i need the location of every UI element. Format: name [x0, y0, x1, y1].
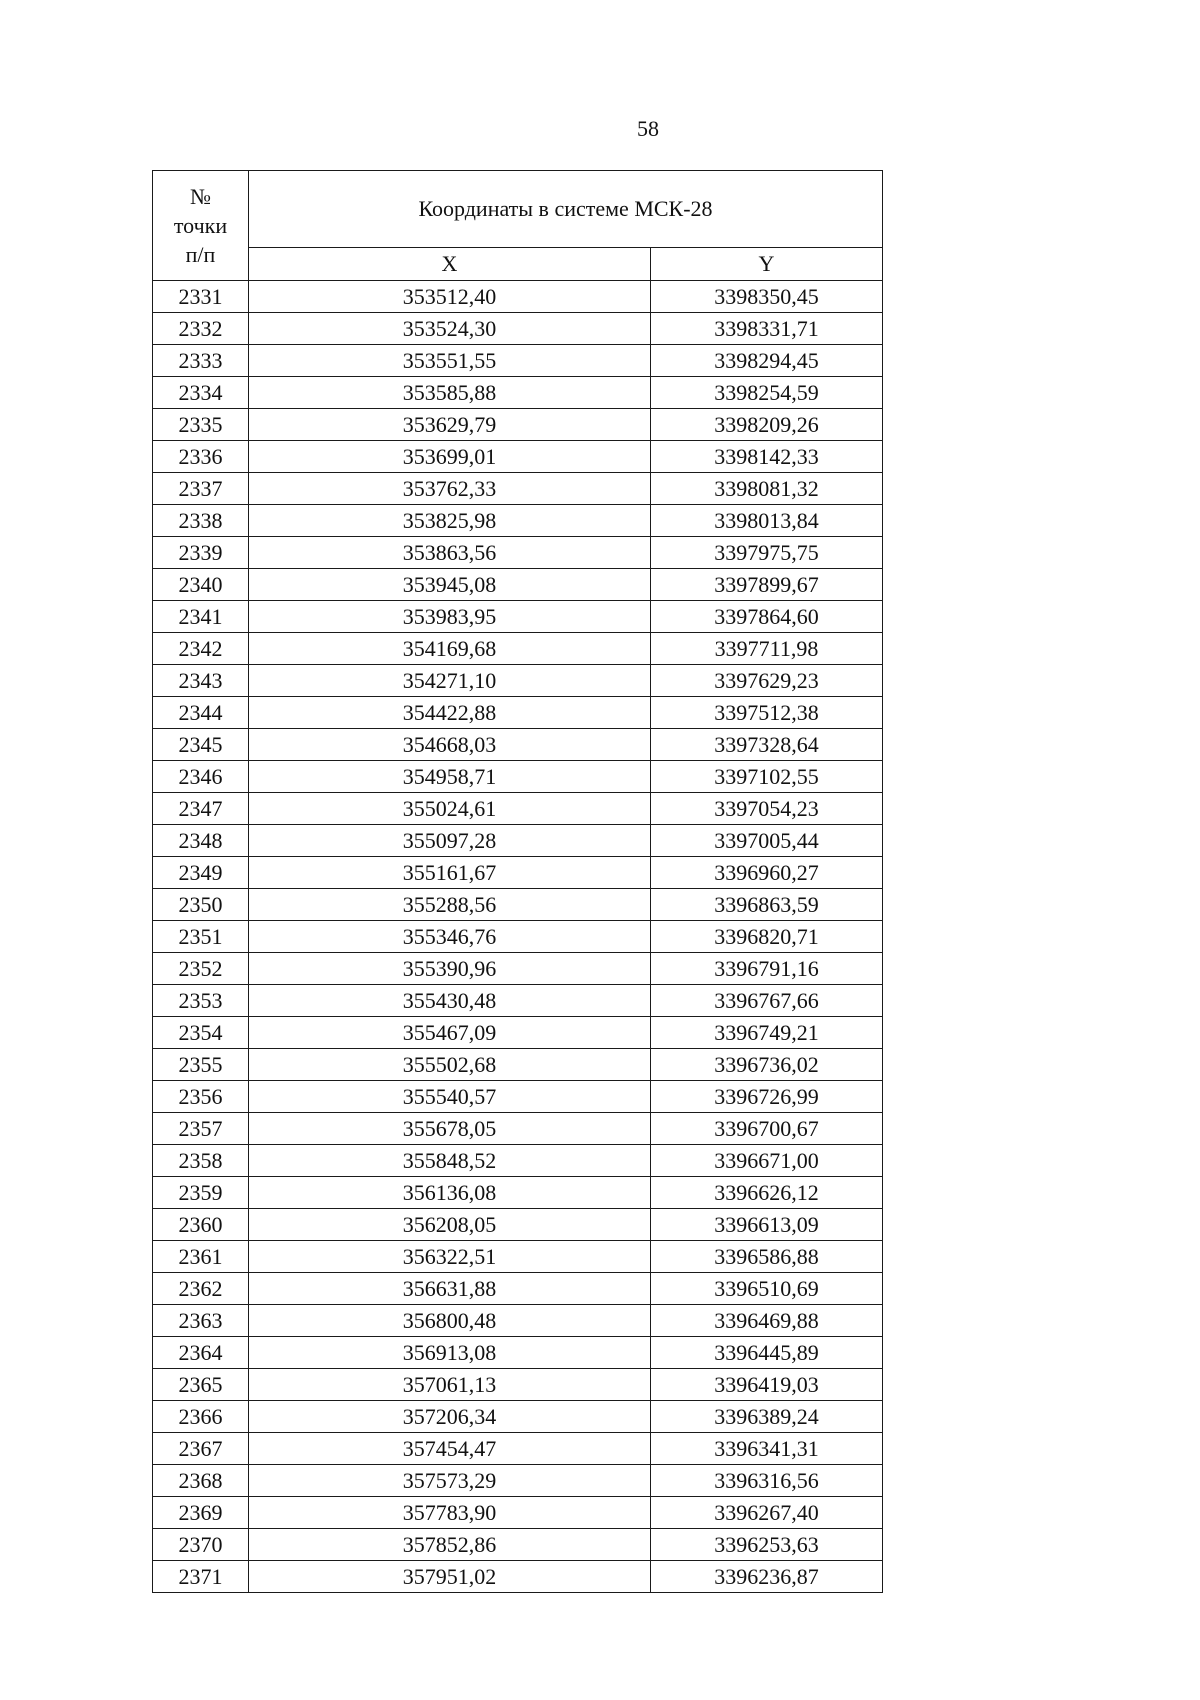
point-number-cell: 2369	[153, 1497, 249, 1529]
x-coordinate-cell: 355288,56	[249, 889, 651, 921]
point-number-cell: 2347	[153, 793, 249, 825]
x-coordinate-cell: 353945,08	[249, 569, 651, 601]
y-coordinate-cell: 3397975,75	[651, 537, 883, 569]
table-row	[153, 377, 883, 409]
x-coordinate-cell: 356913,08	[249, 1337, 651, 1369]
x-coordinate-cell: 354271,10	[249, 665, 651, 697]
y-coordinate-cell: 3397512,38	[651, 697, 883, 729]
y-coordinate-cell: 3397629,23	[651, 665, 883, 697]
coordinate-system-header: Координаты в системе МСК-28	[249, 171, 883, 248]
y-coordinate-cell: 3398254,59	[651, 377, 883, 409]
table-row	[153, 537, 883, 569]
y-coordinate-cell: 3396671,00	[651, 1145, 883, 1177]
point-number-cell: 2359	[153, 1177, 249, 1209]
x-coordinate-cell: 353983,95	[249, 601, 651, 633]
table-row	[153, 1433, 883, 1465]
x-coordinate-cell: 357206,34	[249, 1401, 651, 1433]
x-coordinate-cell: 357061,13	[249, 1369, 651, 1401]
x-coordinate-cell: 355097,28	[249, 825, 651, 857]
x-coordinate-cell: 355024,61	[249, 793, 651, 825]
table-row	[153, 1177, 883, 1209]
y-coordinate-cell: 3396613,09	[651, 1209, 883, 1241]
point-number-header-line2: точки	[173, 213, 228, 238]
table-row	[153, 1337, 883, 1369]
table-row	[153, 1273, 883, 1305]
table-row	[153, 1497, 883, 1529]
y-coordinate-cell: 3398331,71	[651, 313, 883, 345]
x-coordinate-cell: 354668,03	[249, 729, 651, 761]
table-row	[153, 601, 883, 633]
table-row	[153, 889, 883, 921]
y-coordinate-cell: 3396236,87	[651, 1561, 883, 1593]
point-number-cell: 2336	[153, 441, 249, 473]
table-body	[153, 281, 883, 1593]
table-row	[153, 473, 883, 505]
x-coordinate-cell: 353512,40	[249, 281, 651, 313]
y-coordinate-cell: 3396316,56	[651, 1465, 883, 1497]
table-row	[153, 441, 883, 473]
table-row	[153, 1241, 883, 1273]
point-number-cell: 2354	[153, 1017, 249, 1049]
x-column-header: X	[249, 248, 651, 281]
point-number-cell: 2360	[153, 1209, 249, 1241]
point-number-cell: 2371	[153, 1561, 249, 1593]
point-number-cell: 2333	[153, 345, 249, 377]
point-number-cell: 2344	[153, 697, 249, 729]
table-row	[153, 857, 883, 889]
point-number-cell: 2366	[153, 1401, 249, 1433]
y-coordinate-cell: 3396700,67	[651, 1113, 883, 1145]
x-coordinate-cell: 355848,52	[249, 1145, 651, 1177]
table-row	[153, 409, 883, 441]
y-coordinate-cell: 3397711,98	[651, 633, 883, 665]
table-row	[153, 985, 883, 1017]
table-row	[153, 1465, 883, 1497]
page-number: 58	[637, 116, 659, 141]
table-row	[153, 825, 883, 857]
y-coordinate-cell: 3396510,69	[651, 1273, 883, 1305]
point-number-cell: 2351	[153, 921, 249, 953]
table-row	[153, 953, 883, 985]
y-coordinate-cell: 3396736,02	[651, 1049, 883, 1081]
point-number-cell: 2348	[153, 825, 249, 857]
y-coordinate-cell: 3397102,55	[651, 761, 883, 793]
point-number-header-line3: п/п	[185, 242, 216, 267]
point-number-cell: 2342	[153, 633, 249, 665]
x-coordinate-cell: 353585,88	[249, 377, 651, 409]
point-number-cell: 2341	[153, 601, 249, 633]
y-coordinate-cell: 3396267,40	[651, 1497, 883, 1529]
table-row	[153, 345, 883, 377]
x-coordinate-cell: 355502,68	[249, 1049, 651, 1081]
y-coordinate-cell: 3396726,99	[651, 1081, 883, 1113]
y-coordinate-cell: 3397899,67	[651, 569, 883, 601]
x-coordinate-cell: 354422,88	[249, 697, 651, 729]
point-number-cell: 2367	[153, 1433, 249, 1465]
point-number-cell: 2340	[153, 569, 249, 601]
x-coordinate-cell: 355390,96	[249, 953, 651, 985]
point-number-cell: 2338	[153, 505, 249, 537]
x-coordinate-cell: 353863,56	[249, 537, 651, 569]
x-coordinate-cell: 356322,51	[249, 1241, 651, 1273]
y-coordinate-cell: 3397328,64	[651, 729, 883, 761]
point-number-cell: 2356	[153, 1081, 249, 1113]
y-coordinate-cell: 3396749,21	[651, 1017, 883, 1049]
y-coordinate-cell: 3396586,88	[651, 1241, 883, 1273]
point-number-cell: 2368	[153, 1465, 249, 1497]
table-row	[153, 281, 883, 313]
x-coordinate-cell: 357783,90	[249, 1497, 651, 1529]
y-coordinate-cell: 3397864,60	[651, 601, 883, 633]
point-number-cell: 2370	[153, 1529, 249, 1561]
x-coordinate-cell: 355678,05	[249, 1113, 651, 1145]
point-number-cell: 2362	[153, 1273, 249, 1305]
table-row	[153, 1529, 883, 1561]
x-coordinate-cell: 356136,08	[249, 1177, 651, 1209]
point-number-cell: 2339	[153, 537, 249, 569]
x-coordinate-cell: 355161,67	[249, 857, 651, 889]
table-row	[153, 1209, 883, 1241]
point-number-cell: 2364	[153, 1337, 249, 1369]
x-coordinate-cell: 355467,09	[249, 1017, 651, 1049]
x-coordinate-cell: 355540,57	[249, 1081, 651, 1113]
x-coordinate-cell: 357454,47	[249, 1433, 651, 1465]
point-number-cell: 2365	[153, 1369, 249, 1401]
table-row	[153, 793, 883, 825]
x-coordinate-cell: 354169,68	[249, 633, 651, 665]
table-row	[153, 1401, 883, 1433]
table-row	[153, 505, 883, 537]
table-row	[153, 1369, 883, 1401]
x-coordinate-cell: 357852,86	[249, 1529, 651, 1561]
y-coordinate-cell: 3396389,24	[651, 1401, 883, 1433]
table-row	[153, 1017, 883, 1049]
point-number-cell: 2343	[153, 665, 249, 697]
point-number-cell: 2361	[153, 1241, 249, 1273]
y-column-header: Y	[651, 248, 883, 281]
point-number-cell: 2353	[153, 985, 249, 1017]
coordinates-table	[152, 170, 883, 1593]
table-row	[153, 697, 883, 729]
y-coordinate-cell: 3397054,23	[651, 793, 883, 825]
x-coordinate-cell: 353551,55	[249, 345, 651, 377]
y-coordinate-cell: 3396767,66	[651, 985, 883, 1017]
x-coordinate-cell: 356631,88	[249, 1273, 651, 1305]
y-coordinate-cell: 3396341,31	[651, 1433, 883, 1465]
x-coordinate-cell: 354958,71	[249, 761, 651, 793]
y-coordinate-cell: 3396469,88	[651, 1305, 883, 1337]
table-row	[153, 1561, 883, 1593]
point-number-cell: 2357	[153, 1113, 249, 1145]
point-number-cell: 2355	[153, 1049, 249, 1081]
y-coordinate-cell: 3396791,16	[651, 953, 883, 985]
point-number-cell: 2346	[153, 761, 249, 793]
point-number-cell: 2345	[153, 729, 249, 761]
table-row	[153, 1113, 883, 1145]
y-coordinate-cell: 3398081,32	[651, 473, 883, 505]
x-coordinate-cell: 357573,29	[249, 1465, 651, 1497]
point-number-cell: 2352	[153, 953, 249, 985]
y-coordinate-cell: 3396253,63	[651, 1529, 883, 1561]
x-coordinate-cell: 356208,05	[249, 1209, 651, 1241]
point-number-header-line1: №	[190, 184, 211, 209]
table-row	[153, 1049, 883, 1081]
table-row	[153, 633, 883, 665]
y-coordinate-cell: 3398350,45	[651, 281, 883, 313]
point-number-cell: 2335	[153, 409, 249, 441]
x-coordinate-cell: 353699,01	[249, 441, 651, 473]
x-coordinate-cell: 355346,76	[249, 921, 651, 953]
y-coordinate-cell: 3396419,03	[651, 1369, 883, 1401]
point-number-cell: 2332	[153, 313, 249, 345]
table-row	[153, 921, 883, 953]
point-number-header	[153, 171, 249, 281]
table-header	[153, 171, 883, 281]
y-coordinate-cell: 3396863,59	[651, 889, 883, 921]
point-number-cell: 2331	[153, 281, 249, 313]
y-coordinate-cell: 3398294,45	[651, 345, 883, 377]
table-row	[153, 569, 883, 601]
x-coordinate-cell: 353825,98	[249, 505, 651, 537]
point-number-cell: 2337	[153, 473, 249, 505]
table-row	[153, 1305, 883, 1337]
y-coordinate-cell: 3396626,12	[651, 1177, 883, 1209]
y-coordinate-cell: 3396960,27	[651, 857, 883, 889]
table-row	[153, 1081, 883, 1113]
y-coordinate-cell: 3398013,84	[651, 505, 883, 537]
x-coordinate-cell: 353762,33	[249, 473, 651, 505]
x-coordinate-cell: 353629,79	[249, 409, 651, 441]
y-coordinate-cell: 3398142,33	[651, 441, 883, 473]
point-number-cell: 2363	[153, 1305, 249, 1337]
x-coordinate-cell: 353524,30	[249, 313, 651, 345]
table-row	[153, 761, 883, 793]
x-coordinate-cell: 356800,48	[249, 1305, 651, 1337]
point-number-cell: 2349	[153, 857, 249, 889]
table-row	[153, 665, 883, 697]
x-coordinate-cell: 357951,02	[249, 1561, 651, 1593]
table-row	[153, 729, 883, 761]
y-coordinate-cell: 3396820,71	[651, 921, 883, 953]
point-number-cell: 2358	[153, 1145, 249, 1177]
y-coordinate-cell: 3396445,89	[651, 1337, 883, 1369]
table-row	[153, 1145, 883, 1177]
y-coordinate-cell: 3398209,26	[651, 409, 883, 441]
y-coordinate-cell: 3397005,44	[651, 825, 883, 857]
point-number-cell: 2334	[153, 377, 249, 409]
point-number-cell: 2350	[153, 889, 249, 921]
x-coordinate-cell: 355430,48	[249, 985, 651, 1017]
table-row	[153, 313, 883, 345]
